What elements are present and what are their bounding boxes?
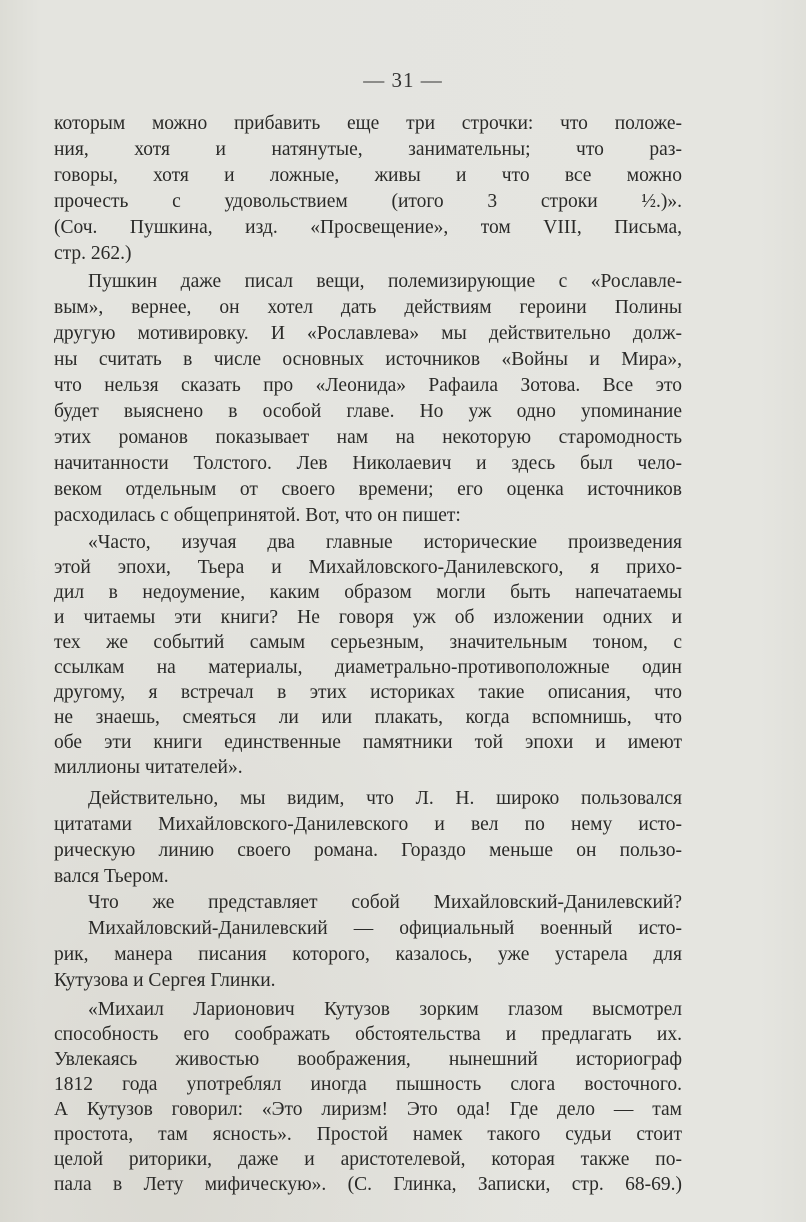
text-line: обе эти книги единственные памятники той эпохи и имеют [54, 732, 682, 753]
text-line: расходилась с общепринятой. Вот, что он пишет: [54, 505, 461, 526]
text-line: стр. 262.) [54, 243, 132, 264]
text-line: и читаемы эти книги? Не говоря уж об изложении одних и [54, 607, 682, 628]
text-line: пала в Лету мифическую». (С. Глинка, Записки, стр. 68-69.) [54, 1174, 682, 1195]
text-line: «Часто, изучая два главные исторические произведения [88, 532, 682, 553]
text-line: цитатами Михайловского-Данилевского и вел по нему исто- [54, 814, 682, 835]
text-line: рик, манера писания которого, казалось, уже устарела для [54, 944, 682, 965]
text-line: Увлекаясь живостью воображения, нынешний историограф [54, 1049, 682, 1070]
text-line: ссылкам на материалы, диаметрально-противоположные один [54, 657, 682, 678]
text-line: целой риторики, даже и аристотелевой, которая также по- [54, 1149, 682, 1170]
text-line: которым можно прибавить еще три строчки: что положе- [54, 113, 682, 134]
text-line: будет выяснено в особой главе. Но уж одно упоминание [54, 401, 682, 422]
text-line: говоры, хотя и ложные, живы и что все можно [54, 165, 682, 186]
text-line: прочесть с удовольствием (итого 3 строки ½.)». [54, 191, 682, 212]
text-line: вым», вернее, он хотел дать действиям героини Полины [54, 297, 682, 318]
text-line: ния, хотя и натянутые, занимательны; что раз- [54, 139, 682, 160]
text-line: «Михаил Ларионович Кутузов зорким глазом высмотрел [88, 999, 682, 1020]
text-line: вался Тьером. [54, 866, 169, 887]
text-line: начитанности Толстого. Лев Николаевич и здесь был чело- [54, 453, 682, 474]
page-number: — 31 — [363, 68, 443, 92]
text-line: ны считать в числе основных источников «Войны и Мира», [54, 349, 682, 370]
text-line: Кутузова и Сергея Глинки. [54, 970, 276, 991]
text-line: Михайловский-Данилевский — официальный военный исто- [88, 918, 682, 939]
text-line: (Соч. Пушкина, изд. «Просвещение», том VIII, Письма, [54, 217, 682, 238]
text-line: рическую линию своего романа. Гораздо меньше он пользо- [54, 840, 682, 861]
text-line: простота, там ясность». Простой намек такого судьи стоит [54, 1124, 682, 1145]
text-line: 1812 года употреблял иногда пышность слога восточного. [54, 1074, 682, 1095]
text-line: этих романов показывает нам на некоторую старомодность [54, 427, 682, 448]
text-line: тех же событий самым серьезным, значительным тоном, с [54, 632, 682, 653]
text-line: не знаешь, смеяться ли или плакать, когда вспомнишь, что [54, 707, 682, 728]
text-line: способность его соображать обстоятельства и предлагать их. [54, 1024, 682, 1045]
text-line: Пушкин даже писал вещи, полемизирующие с «Рославле- [88, 271, 682, 292]
text-line: другому, я встречал в этих историках такие описания, что [54, 682, 682, 703]
text-line: этой эпохи, Тьера и Михайловского-Данилевского, я прихо- [54, 557, 682, 578]
text-line: что нельзя сказать про «Леонида» Рафаила Зотова. Все это [54, 375, 682, 396]
text-line: веком отдельным от своего времени; его оценка источников [54, 479, 682, 500]
text-line: Действительно, мы видим, что Л. Н. широко пользовался [88, 788, 682, 809]
text-line: Что же представляет собой Михайловский-Данилевский? [88, 892, 682, 913]
text-line: другую мотивировку. И «Рославлева» мы действительно долж- [54, 323, 682, 344]
text-line: А Кутузов говорил: «Это лиризм! Это ода! Где дело — там [54, 1099, 682, 1120]
text-line: миллионы читателей». [54, 757, 243, 778]
text-line: дил в недоумение, каким образом могли быть напечатаемы [54, 582, 682, 603]
